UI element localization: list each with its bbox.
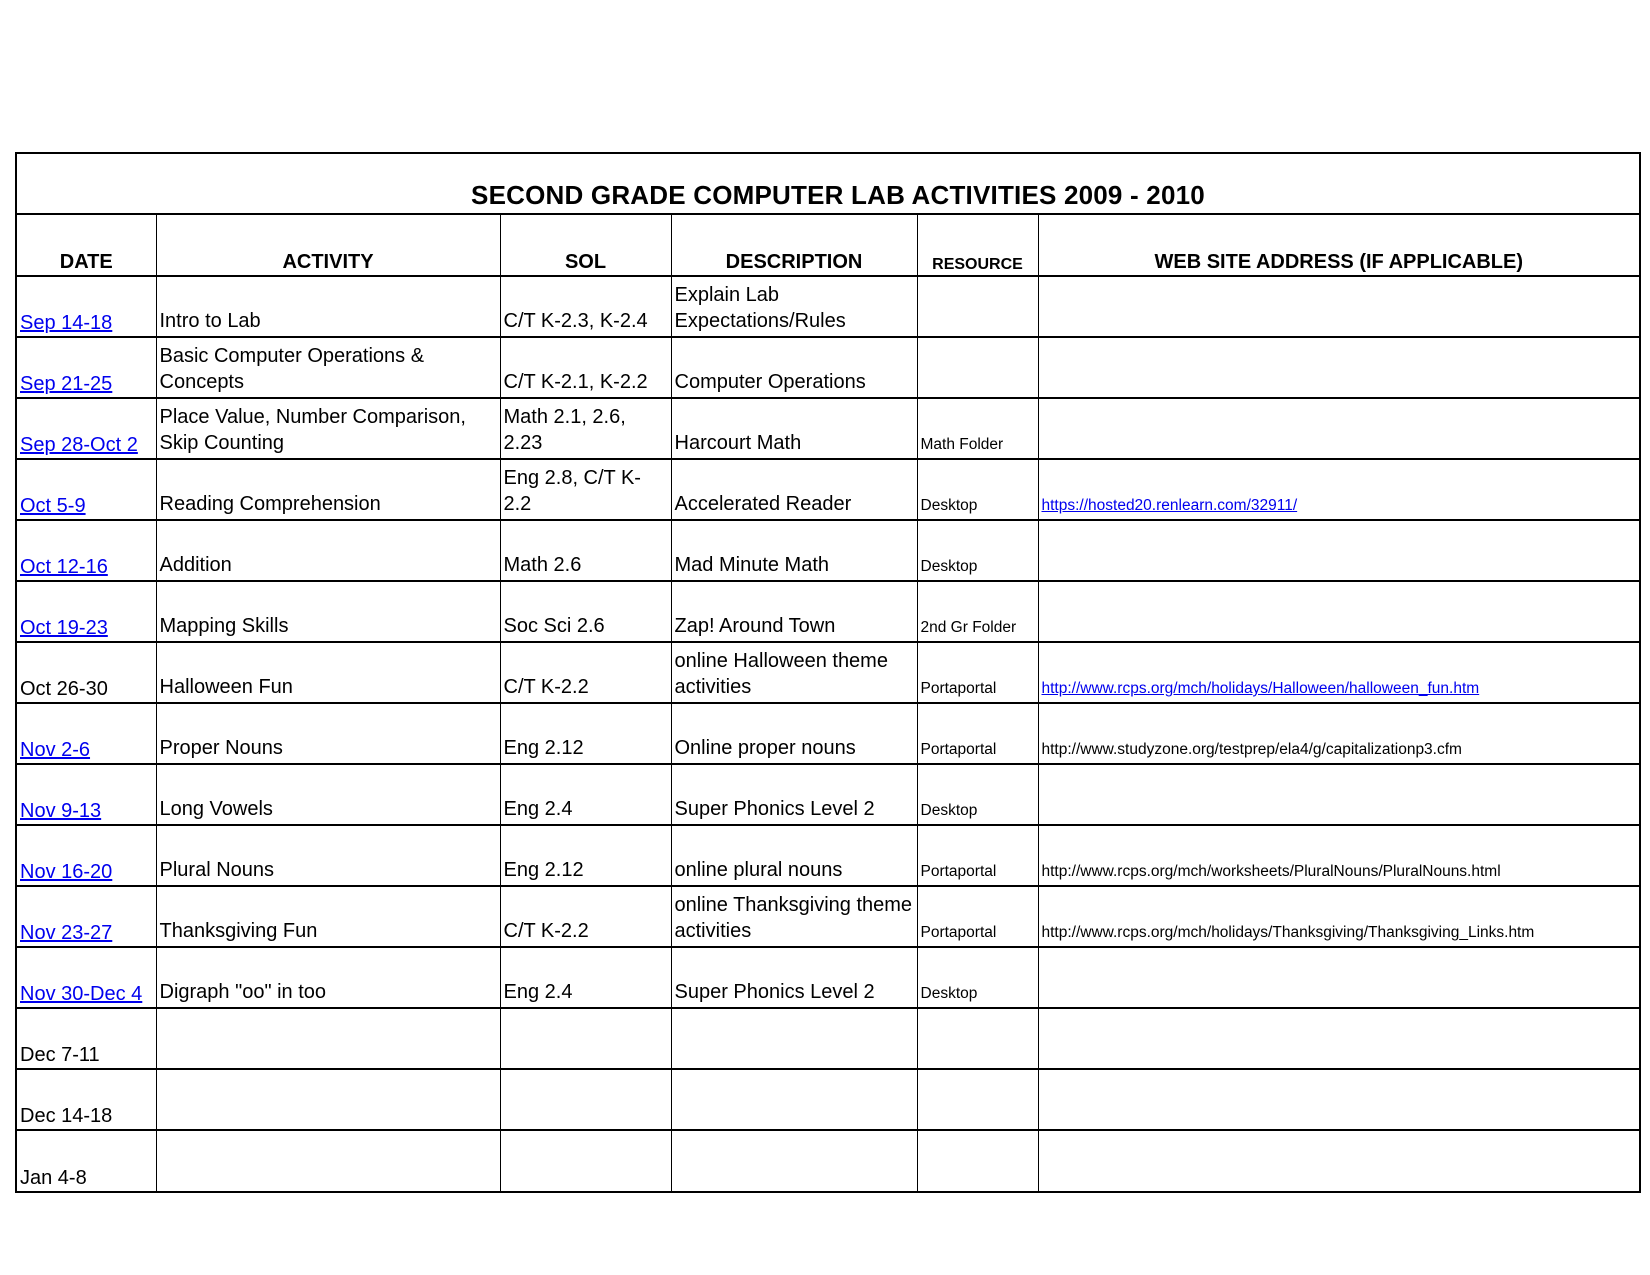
activity-text: Basic Computer Operations & Concepts	[159, 345, 425, 393]
date-cell	[17, 886, 156, 947]
date-text: Jan 4-8	[20, 1167, 87, 1189]
activity-cell	[156, 703, 500, 764]
date-link[interactable]: Oct 19-23	[20, 617, 108, 639]
description-cell	[671, 276, 917, 337]
table-row	[17, 703, 1639, 764]
activity-text: Mapping Skills	[159, 615, 289, 637]
website-text: http://www.studyzone.org/testprep/ela4/g/capitalizationp3.cfm	[1041, 741, 1462, 758]
description-text: Explain Lab Expectations/Rules	[674, 284, 846, 332]
sol-text: Eng 2.12	[503, 859, 584, 881]
website-cell	[1038, 642, 1639, 703]
date-link[interactable]: Nov 16-20	[20, 861, 113, 883]
date-cell	[17, 520, 156, 581]
table-row	[17, 886, 1639, 947]
resource-cell	[917, 1069, 1038, 1130]
description-text: Online proper nouns	[674, 737, 856, 759]
website-cell	[1038, 459, 1639, 520]
date-link[interactable]: Nov 9-13	[20, 800, 102, 822]
header-date: DATE	[59, 251, 113, 273]
date-text: Dec 7-11	[20, 1044, 100, 1066]
website-text: http://www.rcps.org/mch/worksheets/PluralNouns/PluralNouns.html	[1041, 863, 1501, 880]
date-text: Dec 14-18	[20, 1105, 113, 1127]
activity-cell	[156, 886, 500, 947]
date-link[interactable]: Oct 5-9	[20, 495, 86, 517]
sol-cell	[500, 947, 671, 1008]
sol-text: C/T K-2.3, K-2.4	[503, 310, 648, 332]
sol-text: Eng 2.12	[503, 737, 584, 759]
date-cell	[17, 337, 156, 398]
resource-cell	[917, 398, 1038, 459]
date-cell	[17, 703, 156, 764]
resource-cell	[917, 886, 1038, 947]
website-cell	[1038, 520, 1639, 581]
activity-text: Plural Nouns	[159, 859, 275, 881]
date-cell	[17, 276, 156, 337]
date-cell	[17, 764, 156, 825]
website-text: http://www.rcps.org/mch/holidays/Thanksgiving/Thanksgiving_Links.htm	[1041, 924, 1535, 941]
description-text: Accelerated Reader	[674, 493, 852, 515]
sol-cell	[500, 276, 671, 337]
activities-sheet	[15, 152, 1641, 1193]
resource-cell	[917, 825, 1038, 886]
description-text: online Halloween theme activities	[674, 650, 888, 698]
date-link[interactable]: Sep 14-18	[20, 312, 113, 334]
description-text: Computer Operations	[674, 371, 866, 393]
description-cell	[671, 398, 917, 459]
activity-text: Halloween Fun	[159, 676, 293, 698]
description-cell	[671, 1130, 917, 1191]
sol-cell	[500, 703, 671, 764]
sol-text: Math 2.6	[503, 554, 582, 576]
resource-cell	[917, 703, 1038, 764]
resource-cell	[917, 1130, 1038, 1191]
sol-text: Math 2.1, 2.6, 2.23	[503, 406, 626, 454]
description-cell	[671, 337, 917, 398]
table-row	[17, 947, 1639, 1008]
date-cell	[17, 1130, 156, 1191]
website-cell	[1038, 337, 1639, 398]
header-row	[17, 215, 1639, 276]
sol-text: Eng 2.4	[503, 798, 573, 820]
sol-text: Eng 2.4	[503, 981, 573, 1003]
table-row	[17, 337, 1639, 398]
description-text: Super Phonics Level 2	[674, 798, 875, 820]
resource-text: 2nd Gr Folder	[920, 619, 1017, 636]
date-cell	[17, 581, 156, 642]
website-cell	[1038, 276, 1639, 337]
activity-text: Intro to Lab	[159, 310, 261, 332]
table-row	[17, 276, 1639, 337]
table-row	[17, 459, 1639, 520]
sol-text: C/T K-2.2	[503, 676, 589, 698]
description-cell	[671, 459, 917, 520]
activity-cell	[156, 642, 500, 703]
sol-cell	[500, 520, 671, 581]
description-text: online Thanksgiving theme activities	[674, 894, 913, 942]
table-row	[17, 1069, 1639, 1130]
sol-text: C/T K-2.2	[503, 920, 589, 942]
description-text: online plural nouns	[674, 859, 843, 881]
resource-text: Portaportal	[920, 680, 997, 697]
description-cell	[671, 520, 917, 581]
description-cell	[671, 642, 917, 703]
activity-cell	[156, 825, 500, 886]
activity-cell	[156, 398, 500, 459]
activity-cell	[156, 1069, 500, 1130]
date-cell	[17, 947, 156, 1008]
activity-cell	[156, 459, 500, 520]
header-sol: SOL	[500, 215, 671, 276]
description-cell	[671, 947, 917, 1008]
activity-text: Place Value, Number Comparison, Skip Counting	[159, 406, 466, 454]
table-row	[17, 764, 1639, 825]
activity-cell	[156, 764, 500, 825]
date-link[interactable]: Sep 21-25	[20, 373, 113, 395]
sol-cell	[500, 337, 671, 398]
sol-cell	[500, 764, 671, 825]
date-cell	[17, 398, 156, 459]
sol-text: Soc Sci 2.6	[503, 615, 605, 637]
title-row	[17, 154, 1639, 215]
website-cell	[1038, 1069, 1639, 1130]
description-cell	[671, 764, 917, 825]
resource-cell	[917, 1008, 1038, 1069]
description-text: Harcourt Math	[674, 432, 802, 454]
date-link[interactable]: Sep 28-Oct 2	[20, 434, 138, 456]
website-link[interactable]: https://hosted20.renlearn.com/32911/	[1041, 497, 1298, 514]
description-cell	[671, 886, 917, 947]
table-row	[17, 642, 1639, 703]
resource-cell	[917, 276, 1038, 337]
date-cell	[17, 459, 156, 520]
sol-cell	[500, 1130, 671, 1191]
date-text: Oct 26-30	[20, 678, 108, 700]
activity-cell	[156, 1008, 500, 1069]
date-cell	[17, 1069, 156, 1130]
resource-text: Desktop	[920, 985, 978, 1002]
sol-cell	[500, 459, 671, 520]
table-body	[17, 276, 1639, 1191]
resource-text: Desktop	[920, 802, 978, 819]
resource-cell	[917, 947, 1038, 1008]
date-link[interactable]: Nov 23-27	[20, 922, 113, 944]
website-cell	[1038, 764, 1639, 825]
website-cell	[1038, 581, 1639, 642]
resource-text: Portaportal	[920, 924, 997, 941]
table-row	[17, 398, 1639, 459]
resource-text: Desktop	[920, 558, 978, 575]
sol-text: C/T K-2.1, K-2.2	[503, 371, 648, 393]
website-cell	[1038, 398, 1639, 459]
activity-cell	[156, 1130, 500, 1191]
activity-cell	[156, 337, 500, 398]
resource-text: Math Folder	[920, 436, 1004, 453]
sol-cell	[500, 886, 671, 947]
website-cell	[1038, 886, 1639, 947]
date-cell	[17, 1008, 156, 1069]
activity-text: Long Vowels	[159, 798, 273, 820]
description-text: Mad Minute Math	[674, 554, 830, 576]
website-cell	[1038, 1008, 1639, 1069]
description-cell	[671, 581, 917, 642]
website-cell	[1038, 703, 1639, 764]
page-title: SECOND GRADE COMPUTER LAB ACTIVITIES 2009 - 2010	[471, 180, 1205, 210]
website-cell	[1038, 825, 1639, 886]
activity-text: Digraph "oo" in too	[159, 981, 327, 1003]
table-row	[17, 1008, 1639, 1069]
description-cell	[671, 825, 917, 886]
activity-cell	[156, 947, 500, 1008]
activity-text: Proper Nouns	[159, 737, 283, 759]
date-link[interactable]: Nov 2-6	[20, 739, 91, 761]
resource-cell	[917, 642, 1038, 703]
sol-cell	[500, 642, 671, 703]
description-cell	[671, 1069, 917, 1130]
resource-cell	[917, 764, 1038, 825]
activity-text: Reading Comprehension	[159, 493, 381, 515]
resource-text: Portaportal	[920, 741, 997, 758]
date-link[interactable]: Nov 30-Dec 4	[20, 983, 143, 1005]
header-description: DESCRIPTION	[671, 215, 917, 276]
description-text: Zap! Around Town	[674, 615, 836, 637]
resource-cell	[917, 337, 1038, 398]
table-row	[17, 581, 1639, 642]
table-row	[17, 1130, 1639, 1191]
header-activity: ACTIVITY	[156, 215, 500, 276]
table-row	[17, 520, 1639, 581]
sol-text: Eng 2.8, C/T K-2.2	[503, 467, 641, 515]
header-website: WEB SITE ADDRESS (IF APPLICABLE)	[1038, 215, 1639, 276]
sol-cell	[500, 1069, 671, 1130]
date-cell	[17, 825, 156, 886]
activity-cell	[156, 276, 500, 337]
website-link[interactable]: http://www.rcps.org/mch/holidays/Halloween/halloween_fun.htm	[1041, 680, 1480, 697]
activity-text: Addition	[159, 554, 232, 576]
resource-cell	[917, 581, 1038, 642]
sol-cell	[500, 398, 671, 459]
activity-cell	[156, 581, 500, 642]
table-row	[17, 825, 1639, 886]
website-cell	[1038, 947, 1639, 1008]
resource-cell	[917, 520, 1038, 581]
resource-text: Portaportal	[920, 863, 997, 880]
activity-text: Thanksgiving Fun	[159, 920, 318, 942]
resource-cell	[917, 459, 1038, 520]
resource-text: Desktop	[920, 497, 978, 514]
website-cell	[1038, 1130, 1639, 1191]
sol-cell	[500, 581, 671, 642]
activity-cell	[156, 520, 500, 581]
date-link[interactable]: Oct 12-16	[20, 556, 108, 578]
description-text: Super Phonics Level 2	[674, 981, 875, 1003]
sol-cell	[500, 825, 671, 886]
description-cell	[671, 703, 917, 764]
description-cell	[671, 1008, 917, 1069]
date-cell	[17, 642, 156, 703]
activities-table	[17, 215, 1639, 1191]
sol-cell	[500, 1008, 671, 1069]
header-resource: RESOURCE	[917, 215, 1038, 276]
